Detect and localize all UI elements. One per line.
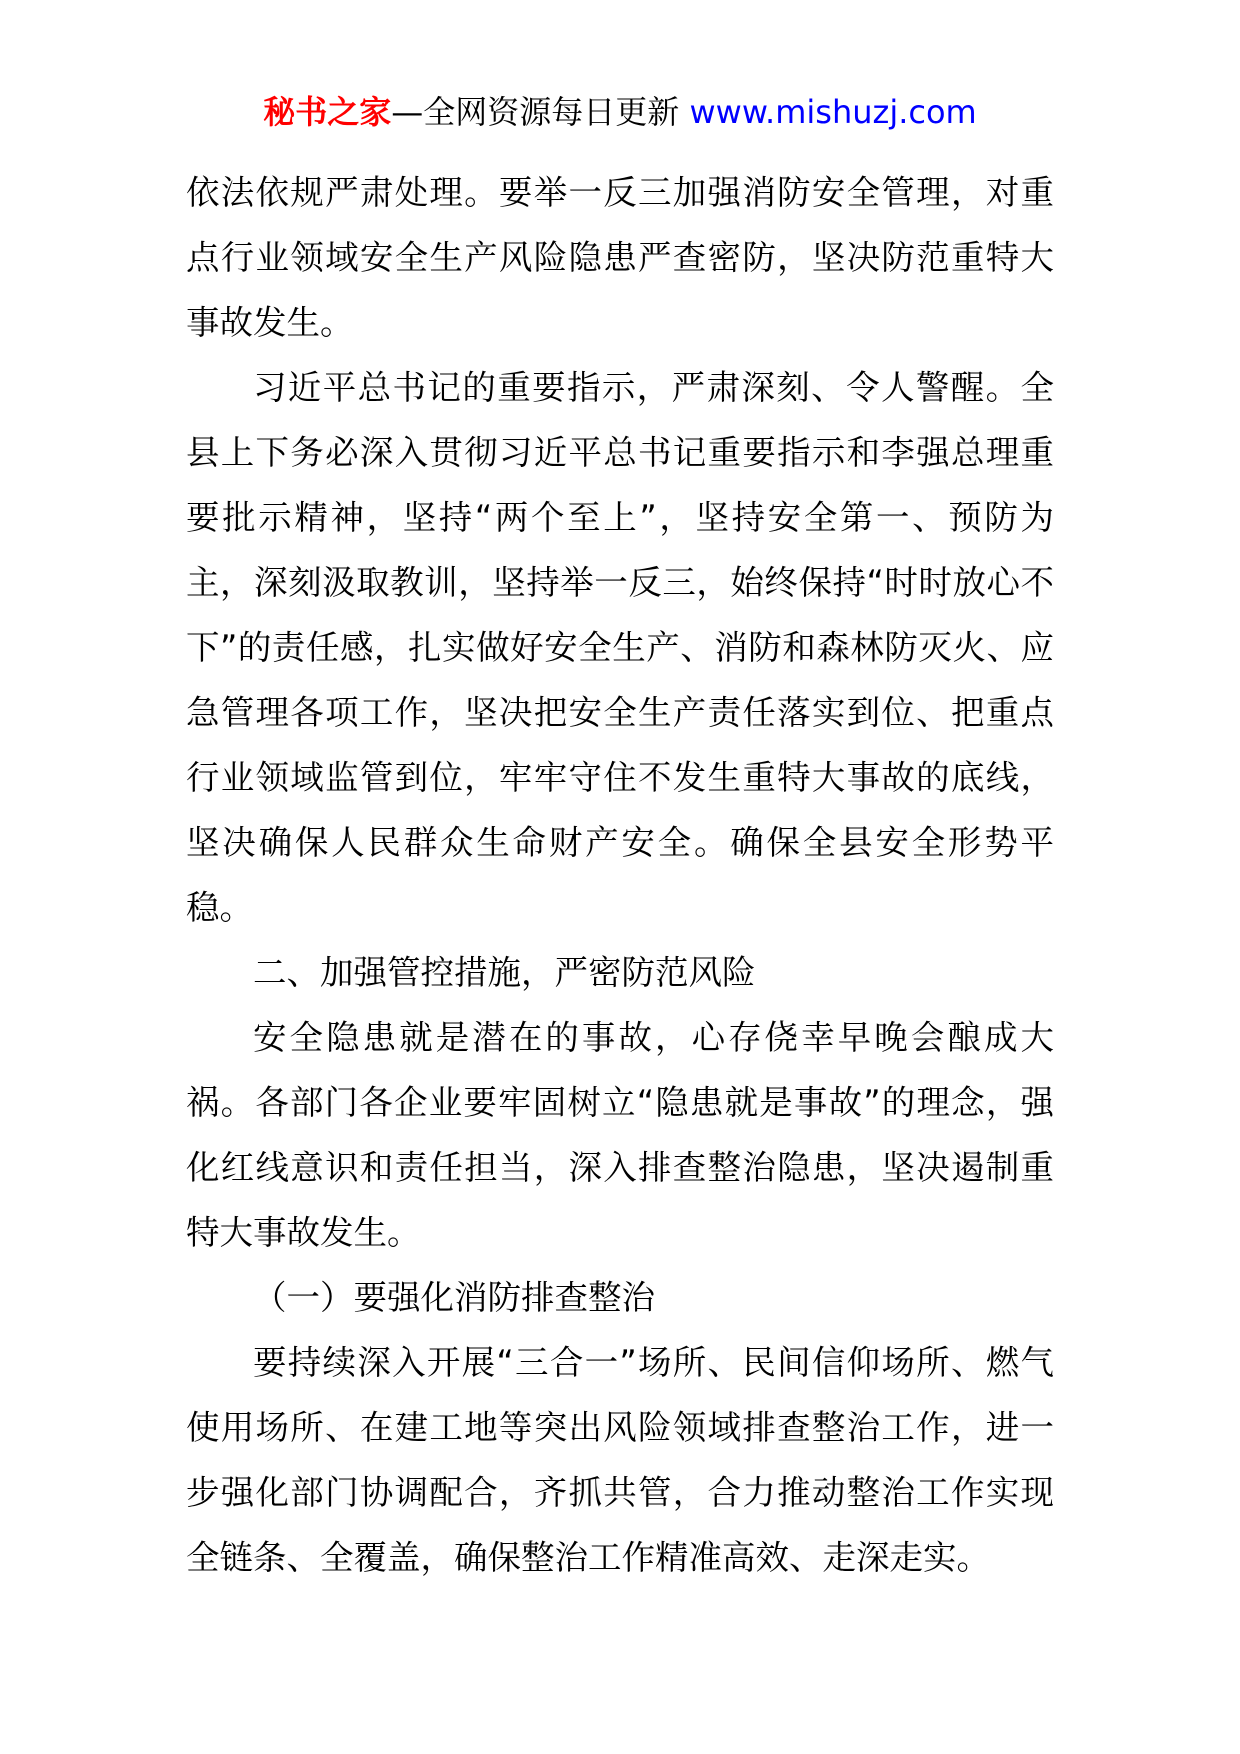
section-heading-2: 二、加强管控措施，严密防范风险 [253, 953, 756, 992]
site-slogan: —全网资源每日更新 [391, 93, 690, 131]
site-brand: 秘书之家 [263, 93, 392, 131]
page-header [0, 92, 1240, 132]
subsection-heading-1: （一）要强化消防排查整治 [253, 1278, 655, 1317]
paragraph-continuation: 依法依规严肃处理。要举一反三加强消防安全管理，对重点行业领域安全生产风险隐患严查密防，坚决防范重特大事故发生。 [186, 173, 1054, 342]
site-url[interactable]: www.mishuzj.com [689, 93, 977, 131]
paragraph-hidden-dangers: 安全隐患就是潜在的事故，心存侥幸早晚会酿成大祸。各部门各企业要牢固树立“隐患就是事故”的理念，强化红线意识和责任担当，深入排查整治隐患，坚决遏制重特大事故发生。 [186, 1018, 1054, 1252]
paragraph-fire-inspection: 要持续深入开展“三合一”场所、民间信仰场所、燃气使用场所、在建工地等突出风险领域排查整治工作，进一步强化部门协调配合，齐抓共管，合力推动整治工作实现全链条、全覆盖，确保整治工作精准高效、走深走实。 [186, 1343, 1054, 1577]
paragraph-instructions: 习近平总书记的重要指示，严肃深刻、令人警醒。全县上下务必深入贯彻习近平总书记重要指示和李强总理重要批示精神，坚持“两个至上”，坚持安全第一、预防为主，深刻汲取教训，坚持举一反三，始终保持“时时放心不下”的责任感，扎实做好安全生产、消防和森林防灭火、应急管理各项工作，坚决把安全生产责任落实到位、把重点行业领域监管到位，牢牢守住不发生重特大事故的底线，坚决确保人民群众生命财产安全。确保全县安全形势平稳。 [186, 368, 1054, 927]
document-body [186, 160, 1054, 1590]
